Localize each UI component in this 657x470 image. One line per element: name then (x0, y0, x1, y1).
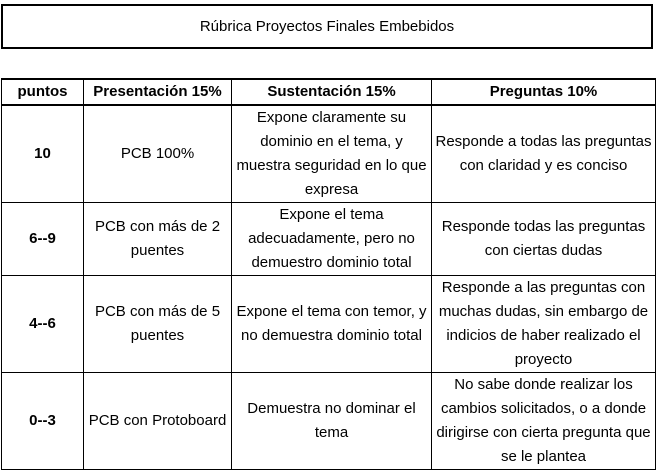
header-preguntas: Preguntas 10% (432, 79, 656, 105)
cell-presentacion: PCB con más de 5 puentes (84, 276, 232, 373)
cell-preguntas: Responde todas las preguntas con ciertas dudas (432, 203, 656, 276)
header-sustentacion: Sustentación 15% (232, 79, 432, 105)
cell-puntos: 6--9 (2, 203, 84, 276)
cell-preguntas: No sabe donde realizar los cambios solicitados, o a donde dirigirse con cierta pregunta que se le plantea (432, 373, 656, 470)
cell-sustentacion: Expone claramente su dominio en el tema, y muestra seguridad en lo que expresa (232, 105, 432, 203)
table-row (2, 276, 656, 373)
cell-presentacion: PCB con Protoboard (84, 373, 232, 470)
cell-puntos: 4--6 (2, 276, 84, 373)
header-row (2, 79, 656, 105)
cell-preguntas: Responde a las preguntas con muchas dudas, sin embargo de indicios de haber realizado el proyecto (432, 276, 656, 373)
cell-presentacion: PCB 100% (84, 105, 232, 203)
header-puntos: puntos (2, 79, 84, 105)
table-row (2, 373, 656, 470)
cell-puntos: 10 (2, 105, 84, 203)
rubric-table (1, 78, 656, 470)
cell-presentacion: PCB con más de 2 puentes (84, 203, 232, 276)
cell-puntos: 0--3 (2, 373, 84, 470)
cell-sustentacion: Expone el tema con temor, y no demuestra dominio total (232, 276, 432, 373)
table-row (2, 203, 656, 276)
cell-preguntas: Responde a todas las preguntas con claridad y es conciso (432, 105, 656, 203)
header-presentacion: Presentación 15% (84, 79, 232, 105)
table-row (2, 105, 656, 203)
cell-sustentacion: Expone el tema adecuadamente, pero no demuestro dominio total (232, 203, 432, 276)
rubric-title: Rúbrica Proyectos Finales Embebidos (1, 4, 653, 49)
cell-sustentacion: Demuestra no dominar el tema (232, 373, 432, 470)
